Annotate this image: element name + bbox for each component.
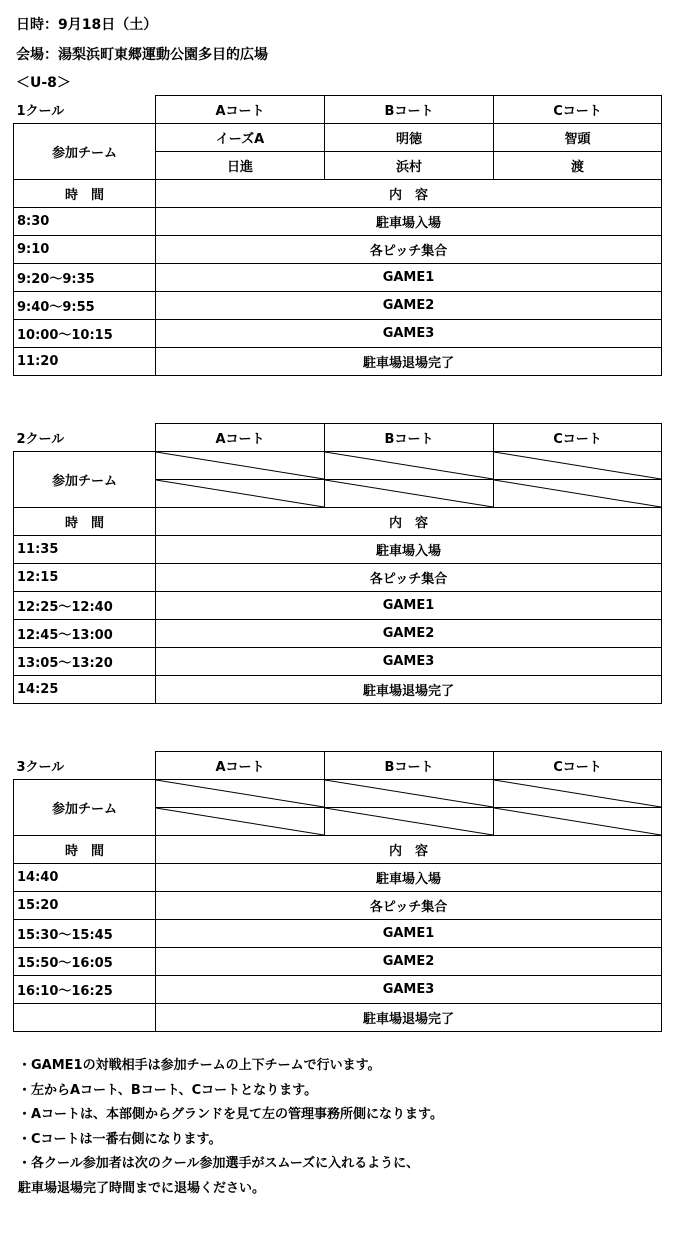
note-line: 駐車場退場完了時間までに退場ください。 (18, 1180, 266, 1196)
table-row (14, 236, 662, 264)
row-content: GAME2 (156, 620, 662, 648)
teams-label: 参加チーム (14, 452, 156, 508)
empty-team-cell (325, 480, 494, 508)
time-column-header: 時 間 (14, 508, 156, 536)
schedule-table-2 (13, 423, 662, 704)
row-content: GAME3 (156, 648, 662, 676)
note-line: ・GAME1の対戦相手は参加チームの上下チームで行います。 (18, 1058, 381, 1073)
event-venue: 会場：湯梨浜町東郷運動公園多目的広場 (16, 47, 268, 63)
row-content: 駐車場退場完了 (156, 348, 662, 376)
table-row (14, 208, 662, 236)
row-time: 12:15 (14, 564, 156, 592)
row-content: 各ピッチ集合 (156, 564, 662, 592)
row-time: 16:10～16:25 (14, 976, 156, 1004)
event-date: 日時：9月18日（土） (16, 17, 158, 33)
row-content: 駐車場入場 (156, 536, 662, 564)
empty-team-cell (156, 452, 325, 480)
court-c-header: Cコート (494, 424, 662, 452)
court-a-header: Aコート (156, 96, 325, 124)
notes-section (18, 1054, 443, 1201)
content-column-header: 内 容 (156, 180, 662, 208)
table-row (14, 948, 662, 976)
note-line: ・左からAコート、Bコート、Cコートとなります。 (18, 1082, 318, 1098)
table-row (14, 648, 662, 676)
teams-label: 参加チーム (14, 124, 156, 180)
row-content: 駐車場入場 (156, 864, 662, 892)
content-column-header: 内 容 (156, 508, 662, 536)
row-time: 9:10 (14, 236, 156, 264)
row-content: 駐車場退場完了 (156, 1004, 662, 1032)
table-row (14, 976, 662, 1004)
table-row (14, 892, 662, 920)
row-content: 各ピッチ集合 (156, 892, 662, 920)
content-column-header: 内 容 (156, 836, 662, 864)
time-column-header: 時 間 (14, 180, 156, 208)
team-cell: 日進 (156, 152, 325, 180)
session-label: 3クール (14, 752, 156, 780)
session-label: 1クール (14, 96, 156, 124)
team-cell: 明徳 (325, 124, 494, 152)
row-time (14, 1004, 156, 1032)
court-b-header: Bコート (325, 752, 494, 780)
row-time: 13:05～13:20 (14, 648, 156, 676)
court-c-header: Cコート (494, 96, 662, 124)
team-cell: 浜村 (325, 152, 494, 180)
teams-label: 参加チーム (14, 780, 156, 836)
row-content: 駐車場退場完了 (156, 676, 662, 704)
empty-team-cell (325, 808, 494, 836)
row-time: 15:20 (14, 892, 156, 920)
row-time: 15:30～15:45 (14, 920, 156, 948)
session-label: 2クール (14, 424, 156, 452)
note-line: ・Cコートは一番右側になります。 (18, 1131, 222, 1147)
row-content: 駐車場入場 (156, 208, 662, 236)
court-a-header: Aコート (156, 424, 325, 452)
row-time: 12:45～13:00 (14, 620, 156, 648)
row-time: 12:25～12:40 (14, 592, 156, 620)
table-row (14, 348, 662, 376)
table-row (14, 1004, 662, 1032)
table-row (14, 292, 662, 320)
empty-team-cell (494, 780, 662, 808)
note-line: ・各クール参加者は次のクール参加選手がスムーズに入れるように、 (18, 1156, 420, 1171)
row-time: 11:20 (14, 348, 156, 376)
empty-team-cell (325, 452, 494, 480)
row-time: 9:40～9:55 (14, 292, 156, 320)
schedule-table-3 (13, 751, 662, 1032)
row-time: 8:30 (14, 208, 156, 236)
row-content: 各ピッチ集合 (156, 236, 662, 264)
court-a-header: Aコート (156, 752, 325, 780)
table-row (14, 620, 662, 648)
court-b-header: Bコート (325, 424, 494, 452)
empty-team-cell (156, 780, 325, 808)
empty-team-cell (494, 452, 662, 480)
table-row (14, 320, 662, 348)
row-content: GAME2 (156, 948, 662, 976)
empty-team-cell (156, 480, 325, 508)
note-line: ・Aコートは、本部側からグランドを見て左の管理事務所側になります。 (18, 1107, 444, 1122)
row-content: GAME2 (156, 292, 662, 320)
table-row (14, 592, 662, 620)
empty-team-cell (156, 808, 325, 836)
empty-team-cell (325, 780, 494, 808)
row-time: 14:25 (14, 676, 156, 704)
team-cell: 智頭 (494, 124, 662, 152)
table-row (14, 676, 662, 704)
row-content: GAME1 (156, 264, 662, 292)
team-cell: 渡 (494, 152, 662, 180)
row-time: 11:35 (14, 536, 156, 564)
row-time: 10:00～10:15 (14, 320, 156, 348)
table-row (14, 564, 662, 592)
table-row (14, 864, 662, 892)
row-time: 14:40 (14, 864, 156, 892)
court-c-header: Cコート (494, 752, 662, 780)
table-row (14, 264, 662, 292)
row-content: GAME3 (156, 976, 662, 1004)
row-content: GAME1 (156, 592, 662, 620)
court-b-header: Bコート (325, 96, 494, 124)
empty-team-cell (494, 808, 662, 836)
row-content: GAME3 (156, 320, 662, 348)
table-row (14, 920, 662, 948)
team-cell: イーズA (156, 124, 325, 152)
table-row (14, 536, 662, 564)
row-time: 15:50～16:05 (14, 948, 156, 976)
time-column-header: 時 間 (14, 836, 156, 864)
row-content: GAME1 (156, 920, 662, 948)
row-time: 9:20～9:35 (14, 264, 156, 292)
event-category: ＜U-8＞ (16, 75, 71, 91)
schedule-table-1 (13, 95, 662, 376)
empty-team-cell (494, 480, 662, 508)
